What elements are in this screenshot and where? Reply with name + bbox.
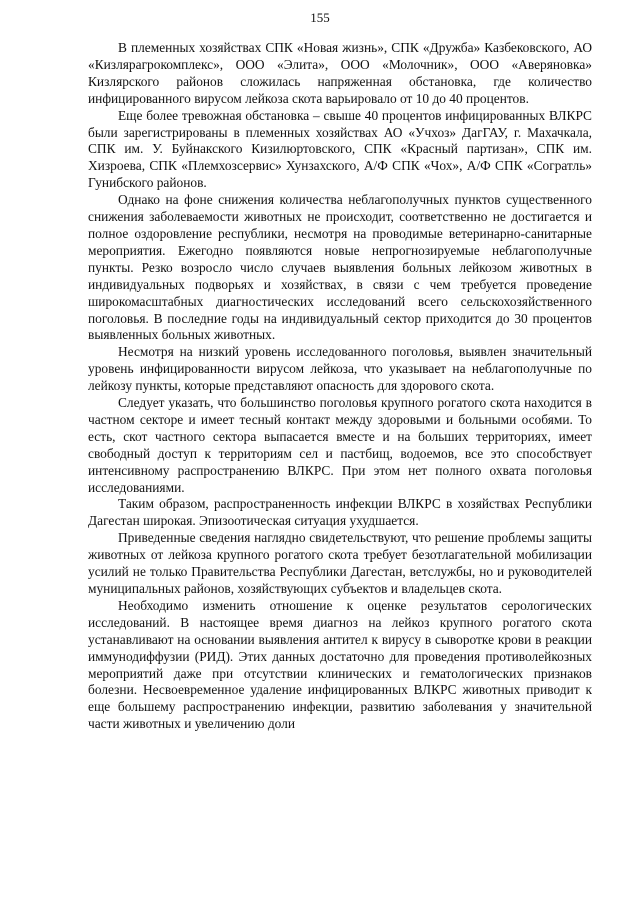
paragraph-6: Таким образом, распространенность инфекции ВЛКРС в хозяйствах Республики Дагестан широкая. Эпизоотическая ситуация ухудшается.: [88, 496, 592, 529]
page-number: 155: [310, 10, 330, 25]
paragraph-3: Однако на фоне снижения количества неблагополучных пунктов существенного снижения заболеваемости животных не происходит, соответственно не достигается и полное оздоровление республики, несмотря на проводимые ветеринарно-санитарные мероприятия. Ежегодно появляются новые непрогнозируемые неблагополучные пункты. Резко возросло число случаев выявления больных лейкозом животных в индивидуальных подворьях и хозяйствах, в связи с чем требуется проведение широкомасштабных диагностических исследований всего сельскохозяйственного поголовья. В последние годы на индивидуальный сектор приходится до 30 процентов выявленных больных животных.: [88, 192, 592, 343]
paragraph-5: Следует указать, что большинство поголовья крупного рогатого скота находится в частном секторе и имеет тесный контакт между здоровыми и больными особями. То есть, скот частного сектора выпасается вместе и на больших территориях, имеет свободный доступ к территориям сел и пастбищ, водоемов, все это способствует интенсивному распространению ВЛКРС. При этом нет полного охвата поголовья исследованиями.: [88, 395, 592, 495]
paragraph-4: Несмотря на низкий уровень исследованного поголовья, выявлен значительный уровень инфицированности вирусом лейкоза, что указывает на неблагополучные по лейкозу пункты, которые представляют опасность для здорового скота.: [88, 344, 592, 394]
paragraph-2: Еще более тревожная обстановка – свыше 40 процентов инфицированных ВЛКРС были зарегистрированы в племенных хозяйствах АО «Учхоз» ДагГАУ, г. Махачкала, СПК им. У. Буйнакского Кизилюртовского, СПК «Красный партизан», СПК им. Хизроева, СПК «Племхозсервис» Хунзахского, А/Ф СПК «Чох», А/Ф СПК «Согратль» Гунибского районов.: [88, 107, 592, 191]
body-text: [88, 40, 592, 733]
paragraph-7: Приведенные сведения наглядно свидетельствуют, что решение проблемы защиты животных от лейкоза крупного рогатого скота требует безотлагательной мобилизации усилий не только Правительства Республики Дагестан, ветслужбы, но и руководителей муниципальных районов, хозяйствующих субъектов и владельцев скота.: [88, 530, 592, 596]
paragraph-8: Необходимо изменить отношение к оценке результатов серологических исследований. В настоящее время диагноз на лейкоз крупного рогатого скота устанавливают на основании выявления антител к вирусу в сыворотке крови в реакции иммунодиффузии (РИД). Этих данных достаточно для проведения противолейкозных мероприятий даже при отсутствии клинических и гематологических признаков болезни. Несвоевременное удаление инфицированных ВЛКРС животных приводит к еще большему распространению инфекции, развитию заболевания у значительной части животных и увеличению доли: [88, 597, 592, 732]
paragraph-1: В племенных хозяйствах СПК «Новая жизнь», СПК «Дружба» Казбековского, АО «Кизлярагрокомплекс», ООО «Элита», ООО «Молочник», ООО «Аверяновка» Кизлярского районов сложилась напряженная обстановка, где количество инфицированного вирусом лейкоза скота варьировало от 10 до 40 процентов.: [88, 40, 592, 106]
